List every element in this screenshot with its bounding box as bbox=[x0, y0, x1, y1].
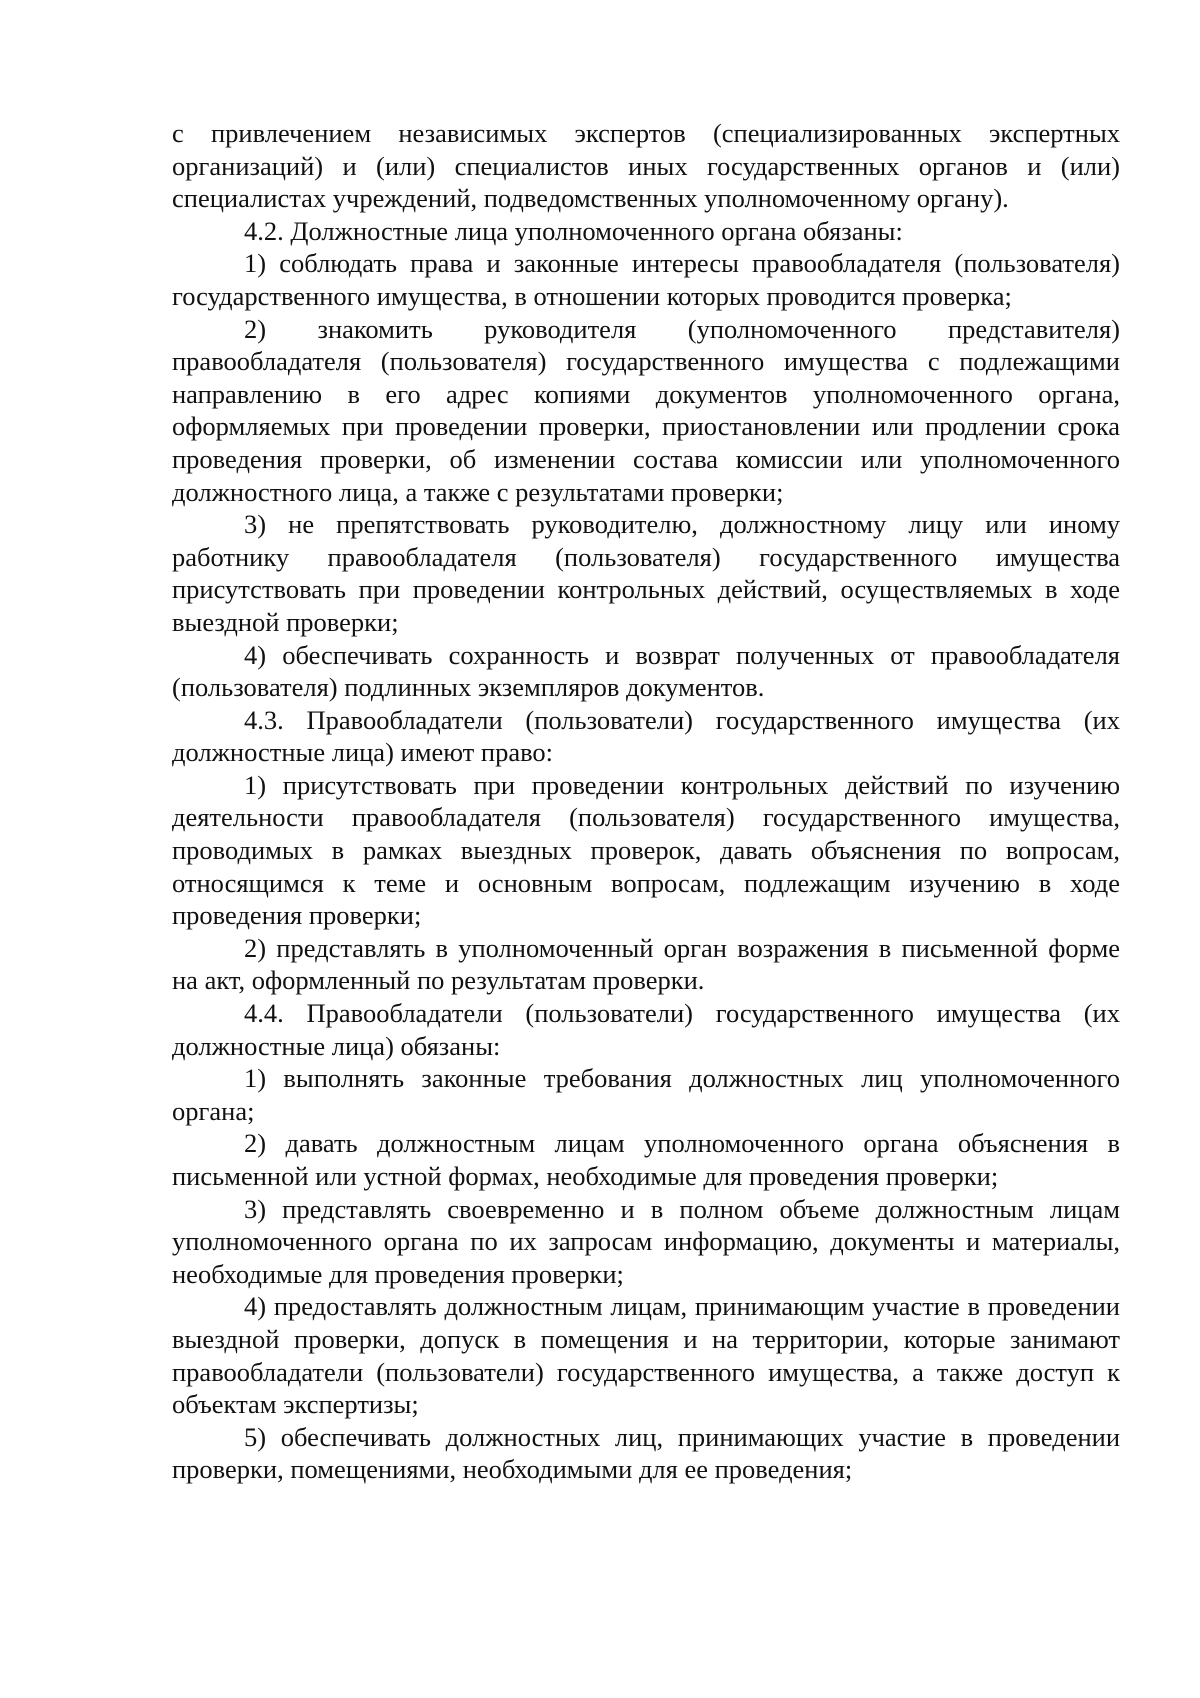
paragraph-item: 3) представлять своевременно и в полном объеме должностным лицам уполномоченного органа по их запросам информацию, документы и материалы, необходимые для проведения проверки; bbox=[172, 1193, 1120, 1289]
paragraph-item: 3) не препятствовать руководителю, должностному лицу или иному работнику правообладателя (пользователя) государственного имущества присутствовать при проведении контрольных действий, осуществляемых в ходе выездной проверки; bbox=[172, 509, 1120, 637]
paragraph-item: 1) присутствовать при проведении контрольных действий по изучению деятельности правообладателя (пользователя) государственного имущества, проводимых в рамках выездных проверок, давать объяснения по вопросам, относящимся к теме и основным вопросам, подлежащим изучению в ходе проведения проверки; bbox=[172, 769, 1120, 931]
paragraph-item: 1) выполнять законные требования должностных лиц уполномоченного органа; bbox=[172, 1063, 1120, 1126]
paragraph-item: 2) представлять в уполномоченный орган возражения в письменной форме на акт, оформленный по результатам проверки. bbox=[172, 932, 1120, 996]
paragraph-continuation: с привлечением независимых экспертов (специализированных экспертных организаций) и (или) специалистов иных государственных органов и (или) специалистах учреждений, подведомственных уполномоченному органу). bbox=[172, 118, 1120, 214]
paragraph-item: 1) соблюдать права и законные интересы правообладателя (пользователя) государственного имущества, в отношении которых проводится проверка; bbox=[172, 248, 1120, 311]
paragraph-item: 2) давать должностным лицам уполномоченного органа объяснения в письменной или устной формах, необходимые для проведения проверки; bbox=[172, 1128, 1120, 1191]
paragraph-item: 4) предоставлять должностным лицам, принимающим участие в проведении выездной проверки, допуск в помещения и на территории, которые занимают правообладатели (пользователи) государственного имущества, а также доступ к объектам экспертизы; bbox=[172, 1291, 1120, 1420]
paragraph-section-4-2: 4.2. Должностные лица уполномоченного органа обязаны: bbox=[244, 215, 903, 246]
paragraph-item: 2) знакомить руководителя (уполномоченного представителя) правообладателя (пользователя) государственного имущества с подлежащими направлению в его адрес копиями документов уполномоченного органа, оформляемых при проведении проверки, приостановлении или продлении срока проведения проверки, об изменении состава комиссии или уполномоченного должностного лица, а также с результатами проверки; bbox=[172, 313, 1120, 507]
paragraph-section-4-4: 4.4. Правообладатели (пользователи) государственного имущества (их должностные лица) обязаны: bbox=[172, 998, 1120, 1061]
paragraph-item: 5) обеспечивать должностных лиц, принимающих участие в проведении проверки, помещениями, необходимыми для ее проведения; bbox=[172, 1421, 1120, 1485]
paragraph-section-4-3: 4.3. Правообладатели (пользователи) государственного имущества (их должностные лица) имеют право: bbox=[172, 704, 1120, 768]
paragraph-item: 4) обеспечивать сохранность и возврат полученных от правообладателя (пользователя) подлинных экземпляров документов. bbox=[172, 639, 1120, 703]
document-body bbox=[172, 117, 1120, 1486]
